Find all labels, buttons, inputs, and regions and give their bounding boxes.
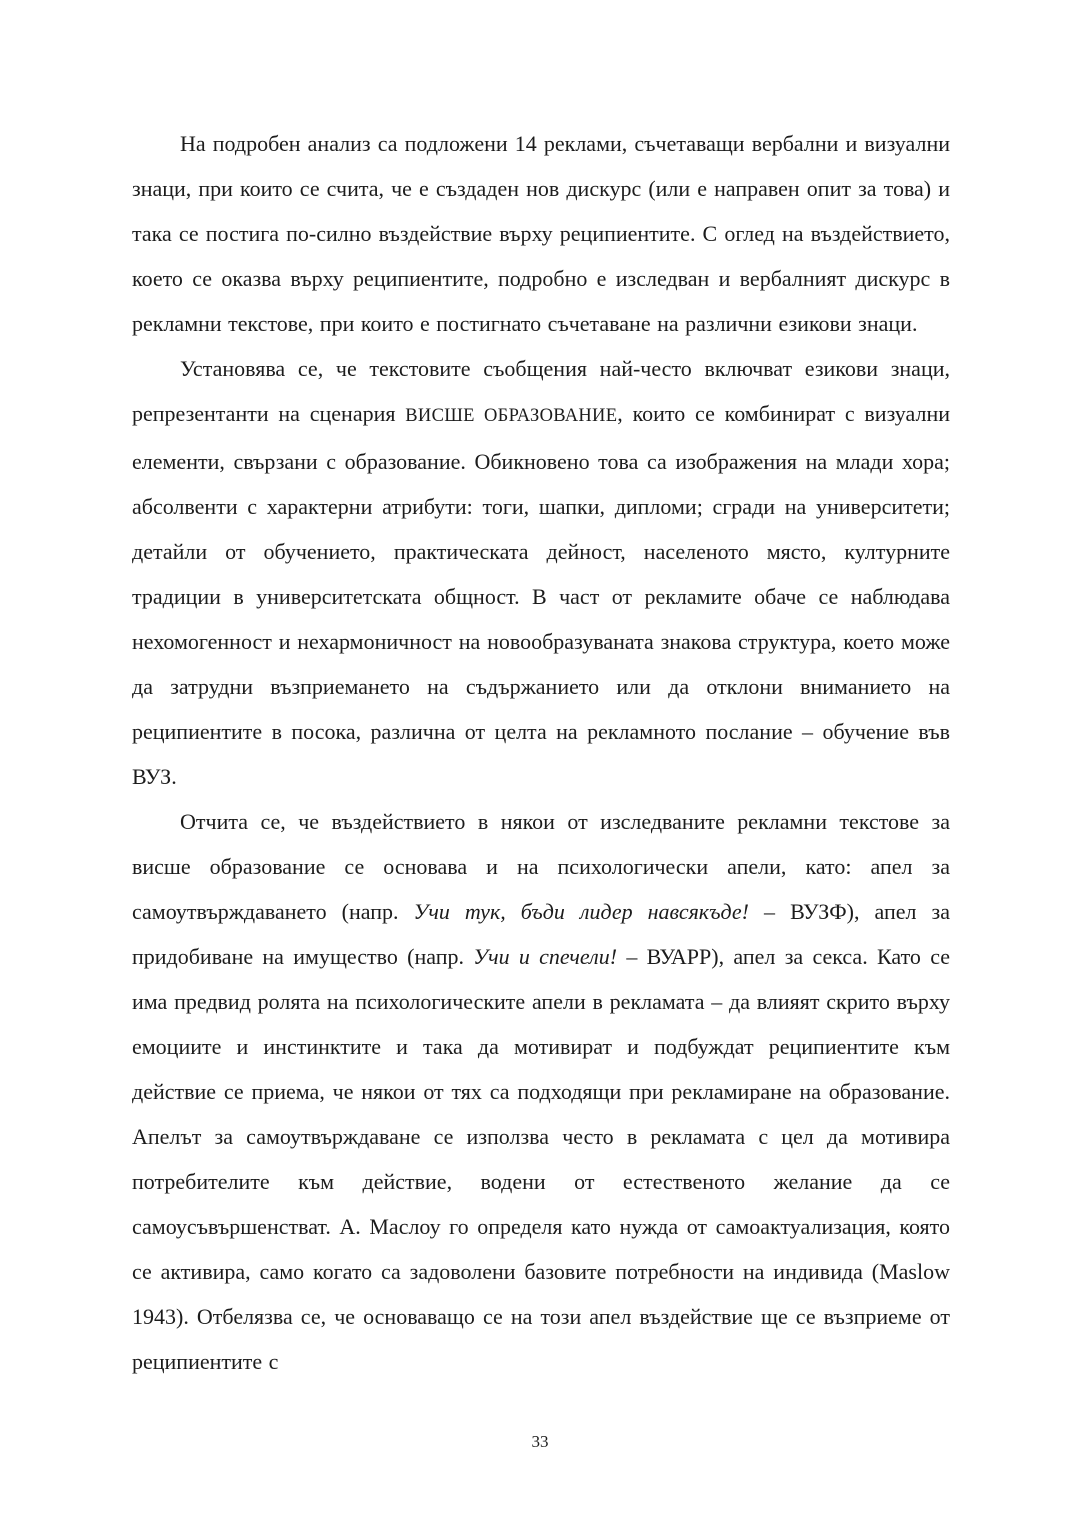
text-run: Отчита се, че въздействието в някои от изследваните рекламни текстове за висше образование се основава и на психологически апели, като: апел за самоутвърждаването (напр.	[132, 809, 950, 924]
page-number: 33	[531, 1432, 549, 1451]
text-run: , които се комбинират с визуални елементи, свързани с образование. Обикновено това са изображения на млади хора; абсолвенти с характерни атрибути: тоги, шапки, дипломи; сгради на университети; детайли от обучението, практическата дейност, населеното място, културните традиции в университетската общност. В част от рекламите обаче се наблюдава нехомогенност и нехармоничност на новообразуваната знакова структура, което може да затрудни възприемането на съдържанието или да отклони вниманието на реципиентите в посока, различна от целта на рекламното послание – обучение във ВУЗ.	[132, 401, 950, 789]
text-run: – ВУАРР), апел за секса. Като се има предвид ролята на психологическите апели в рекламата – да влияят скрито върху емоциите и инстинктите и така да мотивират и подбуждат реципиентите към действие се приема, че някои от тях са подходящи при рекламиране на образование. Апелът за самоутвърждаване се използва често в рекламата с цел да мотивира потребителите към действие, водени от естественото желание да се самоусъвършенстват. А. Маслоу го определя като нужда от самоактуализация, която се активира, само когато са задоволени базовите потребности на индивида (Maslow 1943). Отбелязва се, че основаващо се на този апел въздействие ще се възприеме от реципиентите с	[132, 944, 950, 1374]
scenario-name-caps-run: ВИСШЕ ОБРАЗОВАНИЕ	[405, 406, 618, 426]
text-run: На подробен анализ са подложени 14 реклами, съчетаващи вербални и визуални знаци, при които се счита, че е създаден нов дискурс (или е направен опит за това) и така се постига по-силно въздействие върху реципиентите. С оглед на въздействието, което се оказва върху реципиентите, подробно е изследван и вербалният дискурс в рекламни текстове, при които е постигнато съчетаване на различни езикови знаци.	[132, 131, 950, 336]
text-run: – ВУЗФ), апел за придобиване на имущество (напр.	[132, 899, 950, 969]
text-run: Установява се, че текстовите съобщения най-често включват езикови знаци, репрезентанти на сценария	[132, 356, 950, 426]
paragraph	[132, 799, 950, 1384]
paragraph	[132, 346, 950, 799]
paragraph	[132, 121, 950, 346]
italic-text-run: Учи тук, бъди лидер навсякъде!	[413, 899, 750, 924]
italic-text-run: Учи и спечели!	[473, 944, 618, 969]
body-text	[132, 121, 950, 1384]
